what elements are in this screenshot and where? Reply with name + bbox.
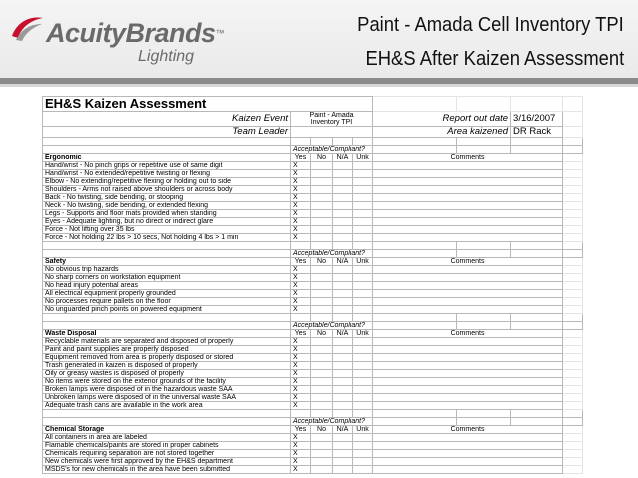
no-cell[interactable]	[311, 202, 333, 210]
checklist-row	[43, 234, 583, 242]
checklist-item-label: Trash generated in kaizen is disposed of properly	[43, 362, 291, 370]
comments-cell[interactable]	[373, 234, 563, 242]
yes-mark-cell[interactable]: X	[291, 434, 311, 442]
kaizen-event-label: Kaizen Event	[43, 112, 291, 127]
na-cell[interactable]	[333, 370, 353, 378]
acuity-brands-logo	[10, 10, 225, 70]
checklist-item-label: Broken lamps were disposed of in the hazardous waste SAA	[43, 386, 291, 394]
na-cell[interactable]	[333, 266, 353, 274]
na-cell[interactable]	[333, 194, 353, 202]
sheet-title: EH&S Kaizen Assessment	[43, 97, 373, 112]
comments-cell[interactable]	[373, 202, 563, 210]
no-cell[interactable]	[311, 162, 333, 170]
acceptable-compliant-label: Acceptable/Compliant?	[291, 322, 373, 330]
yes-mark-cell[interactable]: X	[291, 306, 311, 314]
comments-cell[interactable]	[373, 162, 563, 170]
section-title: Safety	[43, 258, 291, 266]
checklist-row	[43, 186, 583, 194]
checklist-item-label: No head injury potential areas	[43, 282, 291, 290]
checklist-row	[43, 162, 583, 170]
checklist-row	[43, 338, 583, 346]
yes-mark-cell[interactable]: X	[291, 442, 311, 450]
unk-cell[interactable]	[353, 162, 373, 170]
swoosh-logo-icon	[10, 14, 44, 44]
unk-cell[interactable]	[353, 186, 373, 194]
checklist-item-label: Adequate trash cans are available in the work area	[43, 402, 291, 410]
checklist-row	[43, 354, 583, 362]
na-cell[interactable]	[333, 346, 353, 354]
checklist-item-label: No items were stored on the exterior grounds of the facility	[43, 378, 291, 386]
na-cell[interactable]	[333, 226, 353, 234]
spacer-row	[43, 242, 583, 250]
unk-cell[interactable]	[353, 290, 373, 298]
yes-mark-cell[interactable]: X	[291, 290, 311, 298]
no-cell[interactable]	[311, 466, 333, 474]
na-cell[interactable]	[333, 394, 353, 402]
unk-cell[interactable]	[353, 210, 373, 218]
unk-cell[interactable]	[353, 362, 373, 370]
yes-mark-cell[interactable]: X	[291, 234, 311, 242]
unk-cell[interactable]	[353, 450, 373, 458]
col-no-header: No	[311, 330, 333, 338]
comments-cell[interactable]	[373, 274, 563, 282]
header-divider-light	[0, 84, 638, 87]
spacer-row	[43, 410, 583, 418]
no-cell[interactable]	[311, 194, 333, 202]
no-cell[interactable]	[311, 234, 333, 242]
section-header-row	[43, 426, 583, 434]
checklist-item-label: No processes require pallets on the floor	[43, 298, 291, 306]
checklist-item-label: No sharp corners on workstation equipment	[43, 274, 291, 282]
unk-cell[interactable]	[353, 442, 373, 450]
na-cell[interactable]	[333, 282, 353, 290]
no-cell[interactable]	[311, 346, 333, 354]
spacer-row	[43, 314, 583, 322]
na-cell[interactable]	[333, 274, 353, 282]
na-cell[interactable]	[333, 442, 353, 450]
checklist-row	[43, 202, 583, 210]
checklist-row	[43, 274, 583, 282]
checklist-row	[43, 378, 583, 386]
na-cell[interactable]	[333, 290, 353, 298]
comments-cell[interactable]	[373, 266, 563, 274]
checklist-row	[43, 346, 583, 354]
no-cell[interactable]	[311, 186, 333, 194]
section-header-row	[43, 330, 583, 338]
na-cell[interactable]	[333, 458, 353, 466]
checklist-item-label: All electrical equipment properly grounded	[43, 290, 291, 298]
unk-cell[interactable]	[353, 434, 373, 442]
slide-title-line2: EH&S After Kaizen Assessment	[365, 48, 624, 70]
checklist-item-label: Recyclable materials are separated and disposed of properly	[43, 338, 291, 346]
checklist-row	[43, 370, 583, 378]
checklist-row	[43, 178, 583, 186]
yes-mark-cell[interactable]: X	[291, 394, 311, 402]
yes-mark-cell[interactable]: X	[291, 202, 311, 210]
yes-mark-cell[interactable]: X	[291, 362, 311, 370]
col-yes-header: Yes	[291, 154, 311, 162]
no-cell[interactable]	[311, 458, 333, 466]
unk-cell[interactable]	[353, 378, 373, 386]
yes-mark-cell[interactable]: X	[291, 178, 311, 186]
yes-mark-cell[interactable]: X	[291, 218, 311, 226]
checklist-row	[43, 306, 583, 314]
unk-cell[interactable]	[353, 202, 373, 210]
yes-mark-cell[interactable]: X	[291, 354, 311, 362]
na-cell[interactable]	[333, 386, 353, 394]
no-cell[interactable]	[311, 282, 333, 290]
na-cell[interactable]	[333, 162, 353, 170]
unk-cell[interactable]	[353, 274, 373, 282]
no-cell[interactable]	[311, 354, 333, 362]
comments-cell[interactable]	[373, 354, 563, 362]
comments-cell[interactable]	[373, 458, 563, 466]
yes-mark-cell[interactable]: X	[291, 338, 311, 346]
yes-mark-cell[interactable]: X	[291, 186, 311, 194]
unk-cell[interactable]	[353, 306, 373, 314]
na-cell[interactable]	[333, 218, 353, 226]
checklist-item-label: No obvious trip hazards	[43, 266, 291, 274]
checklist-row	[43, 394, 583, 402]
acceptable-compliant-label: Acceptable/Compliant?	[291, 146, 373, 154]
checklist-item-label: Equipment removed from area is properly disposed or stored	[43, 354, 291, 362]
unk-cell[interactable]	[353, 370, 373, 378]
checklist-row	[43, 434, 583, 442]
na-cell[interactable]	[333, 170, 353, 178]
yes-mark-cell[interactable]: X	[291, 282, 311, 290]
checklist-row	[43, 442, 583, 450]
yes-mark-cell[interactable]: X	[291, 370, 311, 378]
na-cell[interactable]	[333, 210, 353, 218]
checklist-item-label: Unbroken lamps were disposed of in the universal waste SAA	[43, 394, 291, 402]
yes-mark-cell[interactable]: X	[291, 210, 311, 218]
unk-cell[interactable]	[353, 458, 373, 466]
comments-cell[interactable]	[373, 394, 563, 402]
assessment-spreadsheet	[42, 96, 583, 474]
checklist-item-label: Back - No twisting, side bending, or stooping	[43, 194, 291, 202]
checklist-row	[43, 266, 583, 274]
comments-cell[interactable]	[373, 450, 563, 458]
no-cell[interactable]	[311, 362, 333, 370]
checklist-item-label: All containers in area are labeled	[43, 434, 291, 442]
checklist-item-label: Flamable chemicals/paints are stored in proper cabinets	[43, 442, 291, 450]
yes-mark-cell[interactable]: X	[291, 274, 311, 282]
logo-subtitle: Lighting	[138, 48, 195, 65]
yes-mark-cell[interactable]: X	[291, 170, 311, 178]
comments-cell[interactable]	[373, 386, 563, 394]
checklist-item-label: Hand/wrist - No pinch grips or repetitive use of same digit	[43, 162, 291, 170]
unk-cell[interactable]	[353, 402, 373, 410]
no-cell[interactable]	[311, 218, 333, 226]
yes-mark-cell[interactable]: X	[291, 162, 311, 170]
unk-cell[interactable]	[353, 466, 373, 474]
acceptable-compliant-label: Acceptable/Compliant?	[291, 418, 373, 426]
section-title: Waste Disposal	[43, 330, 291, 338]
checklist-item-label: Force - Not lifting over 35 lbs	[43, 226, 291, 234]
na-cell[interactable]	[333, 298, 353, 306]
no-cell[interactable]	[311, 386, 333, 394]
no-cell[interactable]	[311, 226, 333, 234]
unk-cell[interactable]	[353, 170, 373, 178]
comments-header: Comments	[373, 258, 563, 266]
checklist-row	[43, 402, 583, 410]
report-out-date-value[interactable]: 3/16/2007	[511, 112, 563, 127]
kaizen-event-value-line2: Inventory TPI	[310, 119, 353, 126]
checklist-row	[43, 170, 583, 178]
yes-mark-cell[interactable]: X	[291, 226, 311, 234]
checklist-row	[43, 466, 583, 474]
no-cell[interactable]	[311, 274, 333, 282]
no-cell[interactable]	[311, 210, 333, 218]
team-leader-value[interactable]	[291, 127, 373, 138]
comments-cell[interactable]	[373, 434, 563, 442]
col-yes-header: Yes	[291, 258, 311, 266]
unk-cell[interactable]	[353, 282, 373, 290]
comments-cell[interactable]	[373, 346, 563, 354]
na-cell[interactable]	[333, 338, 353, 346]
comments-cell[interactable]	[373, 466, 563, 474]
yes-mark-cell[interactable]: X	[291, 450, 311, 458]
no-cell[interactable]	[311, 170, 333, 178]
col-unk-header: Unk	[353, 258, 373, 266]
na-cell[interactable]	[333, 178, 353, 186]
no-cell[interactable]	[311, 266, 333, 274]
checklist-item-label: New chemicals were first approved by the EH&S department	[43, 458, 291, 466]
yes-mark-cell[interactable]: X	[291, 346, 311, 354]
comments-cell[interactable]	[373, 306, 563, 314]
comments-cell[interactable]	[373, 402, 563, 410]
checklist-item-label: Paint and paint supplies are properly disposed	[43, 346, 291, 354]
comments-cell[interactable]	[373, 370, 563, 378]
col-na-header: N/A	[333, 154, 353, 162]
yes-mark-cell[interactable]: X	[291, 378, 311, 386]
comments-header: Comments	[373, 426, 563, 434]
comments-cell[interactable]	[373, 178, 563, 186]
checklist-row	[43, 282, 583, 290]
unk-cell[interactable]	[353, 298, 373, 306]
col-no-header: No	[311, 154, 333, 162]
slide-header	[0, 0, 638, 84]
unk-cell[interactable]	[353, 178, 373, 186]
col-unk-header: Unk	[353, 330, 373, 338]
checklist-row	[43, 226, 583, 234]
na-cell[interactable]	[333, 354, 353, 362]
comments-cell[interactable]	[373, 338, 563, 346]
unk-cell[interactable]	[353, 394, 373, 402]
checklist-row	[43, 450, 583, 458]
unk-cell[interactable]	[353, 234, 373, 242]
no-cell[interactable]	[311, 306, 333, 314]
kaizen-event-value[interactable]	[291, 112, 373, 127]
acceptable-row	[43, 146, 583, 154]
checklist-item-label: Neck - No twisting, side bending, or extended flexing	[43, 202, 291, 210]
unk-cell[interactable]	[353, 386, 373, 394]
area-kaizened-label: Area kaizened	[373, 127, 511, 138]
spacer-row	[43, 138, 583, 146]
checklist-item-label: Shoulders - Arms not raised above shoulders or across body	[43, 186, 291, 194]
yes-mark-cell[interactable]: X	[291, 386, 311, 394]
yes-mark-cell[interactable]: X	[291, 466, 311, 474]
comments-cell[interactable]	[373, 170, 563, 178]
comments-header: Comments	[373, 330, 563, 338]
checklist-item-label: MSDS's for new chemicals in the area have been submitted	[43, 466, 291, 474]
checklist-row	[43, 298, 583, 306]
checklist-item-label: No unguarded pinch points on powered equipment	[43, 306, 291, 314]
comments-cell[interactable]	[373, 186, 563, 194]
na-cell[interactable]	[333, 402, 353, 410]
col-yes-header: Yes	[291, 330, 311, 338]
team-leader-label: Team Leader	[43, 127, 291, 138]
no-cell[interactable]	[311, 442, 333, 450]
comments-header: Comments	[373, 154, 563, 162]
checklist-row	[43, 362, 583, 370]
acceptable-compliant-label: Acceptable/Compliant?	[291, 250, 373, 258]
section-header-row	[43, 258, 583, 266]
kaizen-event-value-line1: Paint - Amada	[309, 112, 354, 119]
yes-mark-cell[interactable]: X	[291, 266, 311, 274]
section-title: Chemical Storage	[43, 426, 291, 434]
slide-title-line1: Paint - Amada Cell Inventory TPI	[357, 14, 624, 36]
comments-cell[interactable]	[373, 210, 563, 218]
checklist-item-label: Chemicals requiring separation are not stored together	[43, 450, 291, 458]
unk-cell[interactable]	[353, 194, 373, 202]
comments-cell[interactable]	[373, 298, 563, 306]
section-title: Ergonomic	[43, 154, 291, 162]
yes-mark-cell[interactable]: X	[291, 298, 311, 306]
checklist-row	[43, 218, 583, 226]
checklist-item-label: Force - Not holding 22 lbs > 10 secs, Not holding 4 lbs > 1 min	[43, 234, 291, 242]
unk-cell[interactable]	[353, 346, 373, 354]
report-out-date-label: Report out date	[373, 112, 511, 127]
yes-mark-cell[interactable]: X	[291, 194, 311, 202]
checklist-item-label: Legs - Supports and floor mats provided when standing	[43, 210, 291, 218]
col-na-header: N/A	[333, 330, 353, 338]
yes-mark-cell[interactable]: X	[291, 402, 311, 410]
col-no-header: No	[311, 258, 333, 266]
no-cell[interactable]	[311, 378, 333, 386]
comments-cell[interactable]	[373, 378, 563, 386]
unk-cell[interactable]	[353, 354, 373, 362]
col-no-header: No	[311, 426, 333, 434]
checklist-row	[43, 458, 583, 466]
no-cell[interactable]	[311, 298, 333, 306]
no-cell[interactable]	[311, 394, 333, 402]
unk-cell[interactable]	[353, 226, 373, 234]
checklist-row	[43, 210, 583, 218]
na-cell[interactable]	[333, 434, 353, 442]
unk-cell[interactable]	[353, 218, 373, 226]
na-cell[interactable]	[333, 362, 353, 370]
area-kaizened-value[interactable]: DR Rack	[511, 127, 563, 138]
comments-cell[interactable]	[373, 290, 563, 298]
checklist-item-label: Elbow - No extending/repetitive flexing or holding out to side	[43, 178, 291, 186]
col-unk-header: Unk	[353, 154, 373, 162]
na-cell[interactable]	[333, 378, 353, 386]
no-cell[interactable]	[311, 402, 333, 410]
col-na-header: N/A	[333, 426, 353, 434]
col-yes-header: Yes	[291, 426, 311, 434]
no-cell[interactable]	[311, 290, 333, 298]
no-cell[interactable]	[311, 338, 333, 346]
checklist-row	[43, 290, 583, 298]
acceptable-row	[43, 322, 583, 330]
comments-cell[interactable]	[373, 226, 563, 234]
comments-cell[interactable]	[373, 442, 563, 450]
comments-cell[interactable]	[373, 362, 563, 370]
unk-cell[interactable]	[353, 338, 373, 346]
na-cell[interactable]	[333, 186, 353, 194]
comments-cell[interactable]	[373, 218, 563, 226]
acceptable-row	[43, 250, 583, 258]
acceptable-row	[43, 418, 583, 426]
comments-cell[interactable]	[373, 282, 563, 290]
logo-wordmark: AcuityBrands™	[46, 18, 225, 48]
col-na-header: N/A	[333, 258, 353, 266]
na-cell[interactable]	[333, 202, 353, 210]
no-cell[interactable]	[311, 434, 333, 442]
checklist-item-label: Oily or greasy wastes is disposed of properly	[43, 370, 291, 378]
checklist-item-label: Eyes - Adequate lighting, but no direct or indirect glare	[43, 218, 291, 226]
na-cell[interactable]	[333, 450, 353, 458]
checklist-row	[43, 386, 583, 394]
no-cell[interactable]	[311, 450, 333, 458]
na-cell[interactable]	[333, 466, 353, 474]
na-cell[interactable]	[333, 306, 353, 314]
col-unk-header: Unk	[353, 426, 373, 434]
yes-mark-cell[interactable]: X	[291, 458, 311, 466]
no-cell[interactable]	[311, 370, 333, 378]
checklist-item-label: Hand/wrist - No extended/repetitive twisting or flexing	[43, 170, 291, 178]
section-header-row	[43, 154, 583, 162]
checklist-row	[43, 194, 583, 202]
na-cell[interactable]	[333, 234, 353, 242]
comments-cell[interactable]	[373, 194, 563, 202]
no-cell[interactable]	[311, 178, 333, 186]
unk-cell[interactable]	[353, 266, 373, 274]
